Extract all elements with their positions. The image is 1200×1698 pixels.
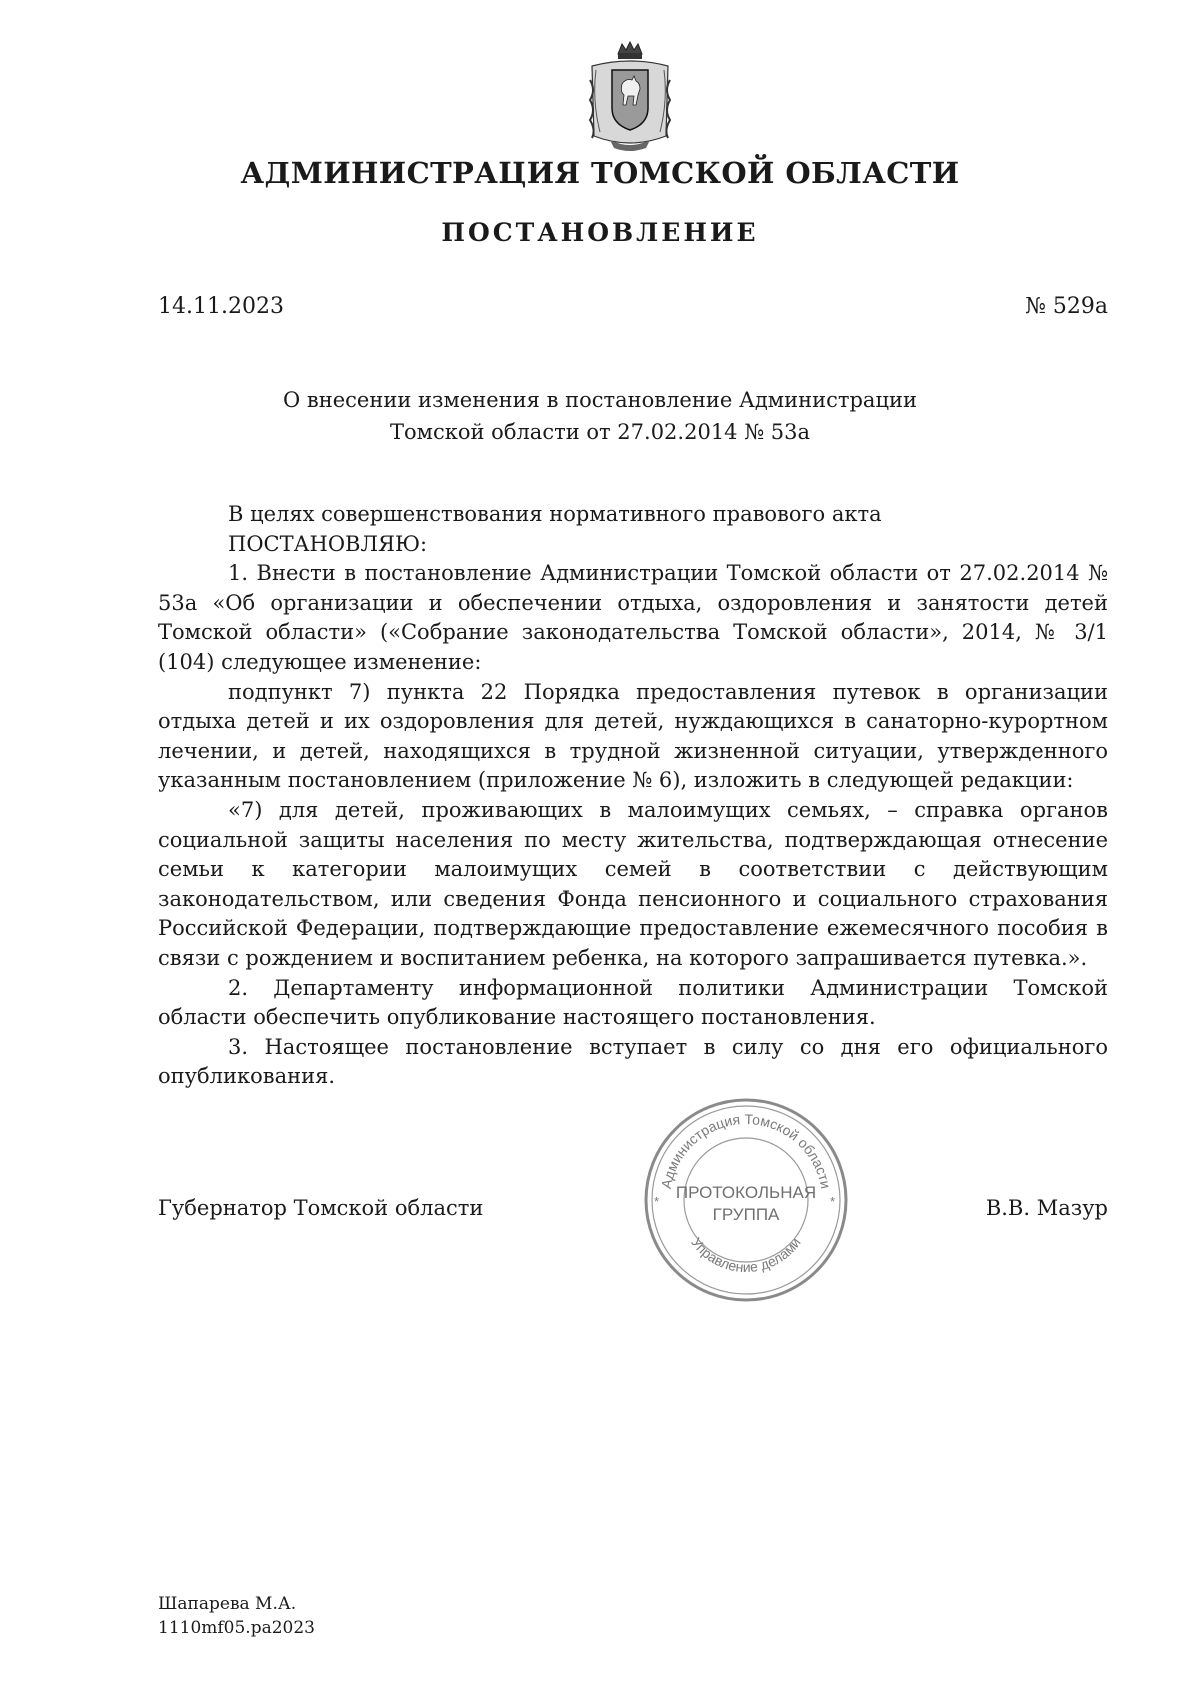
performer-block [158, 1592, 315, 1640]
stamp-star-right-icon: * [830, 1194, 836, 1209]
stamp-star-left-icon: * [654, 1194, 660, 1209]
signatory-name: В.В. Мазур [985, 1196, 1108, 1220]
clause-1-paragraph: 1. Внести в постановление Администрации Томской области от 27.02.2014 № 53а «Об организации и обеспечении отдыха, оздоровления и занятости детей Томской области» («Собрание законодательства Томской области», 2014, № 3/1 (104) следующее изменение: [158, 561, 1108, 674]
document-body [158, 500, 1108, 1092]
new-wording-paragraph: «7) для детей, проживающих в малоимущих семьях, – справка органов социальной защиты населения по месту жительства, подтверждающая отнесение семьи к категории малоимущих семей в соответствии с действующим законодательством, или сведения Фонда пенсионного и социального страхования Российской Федерации, подтверждающие предоставление ежемесячного пособия в связи с рождением и воспитанием ребенка, на которого запрашивается путевка.». [158, 797, 1108, 970]
clause-2-paragraph: 2. Департаменту информационной политики Администрации Томской области обеспечить опубликование настоящего постановления. [158, 975, 1108, 1030]
amendment-paragraph: подпункт 7) пункта 22 Порядка предоставления путевок в организации отдыха детей и их оздоровления для детей, нуждающихся в санаторно-курортном лечении, и детей, находящихся в трудной жизненной ситуации, утвержденного указанным постановлением (приложение № 6), изложить в следующей редакции: [158, 679, 1108, 793]
document-type: ПОСТАНОВЛЕНИЕ [441, 218, 759, 247]
subject-line-1: О внесении изменения в постановление Администрации [283, 388, 917, 412]
coat-of-arms-icon [582, 40, 678, 156]
svg-text:Управление делами [688, 1234, 804, 1275]
stamp-outer-top-text: Администрация Томской области [657, 1110, 835, 1190]
clause-3-paragraph: 3. Настоящее постановление вступает в силу со дня его официального опубликования. [158, 1034, 1108, 1089]
document-subject [0, 384, 1200, 448]
official-stamp [640, 1094, 852, 1306]
stamp-center-line-2: ГРУППА [712, 1205, 780, 1224]
resolution-keyword: ПОСТАНОВЛЯЮ: [228, 531, 428, 556]
stamp-outer-bottom-text: Управление делами [688, 1234, 804, 1276]
file-code: 1110mf05.pa2023 [158, 1618, 315, 1638]
signatory-position: Губернатор Томской области [158, 1196, 484, 1220]
performer-name: Шапарева М.А. [158, 1594, 297, 1614]
document-number: № 529а [1025, 294, 1108, 319]
document-date: 14.11.2023 [158, 294, 284, 319]
org-title: АДМИНИСТРАЦИЯ ТОМСКОЙ ОБЛАСТИ [240, 156, 960, 190]
preamble-paragraph: В целях совершенствования нормативного правового акта [228, 502, 882, 526]
subject-line-2: Томской области от 27.02.2014 № 53а [389, 420, 811, 444]
stamp-center-line-1: ПРОТОКОЛЬНАЯ [675, 1183, 817, 1202]
